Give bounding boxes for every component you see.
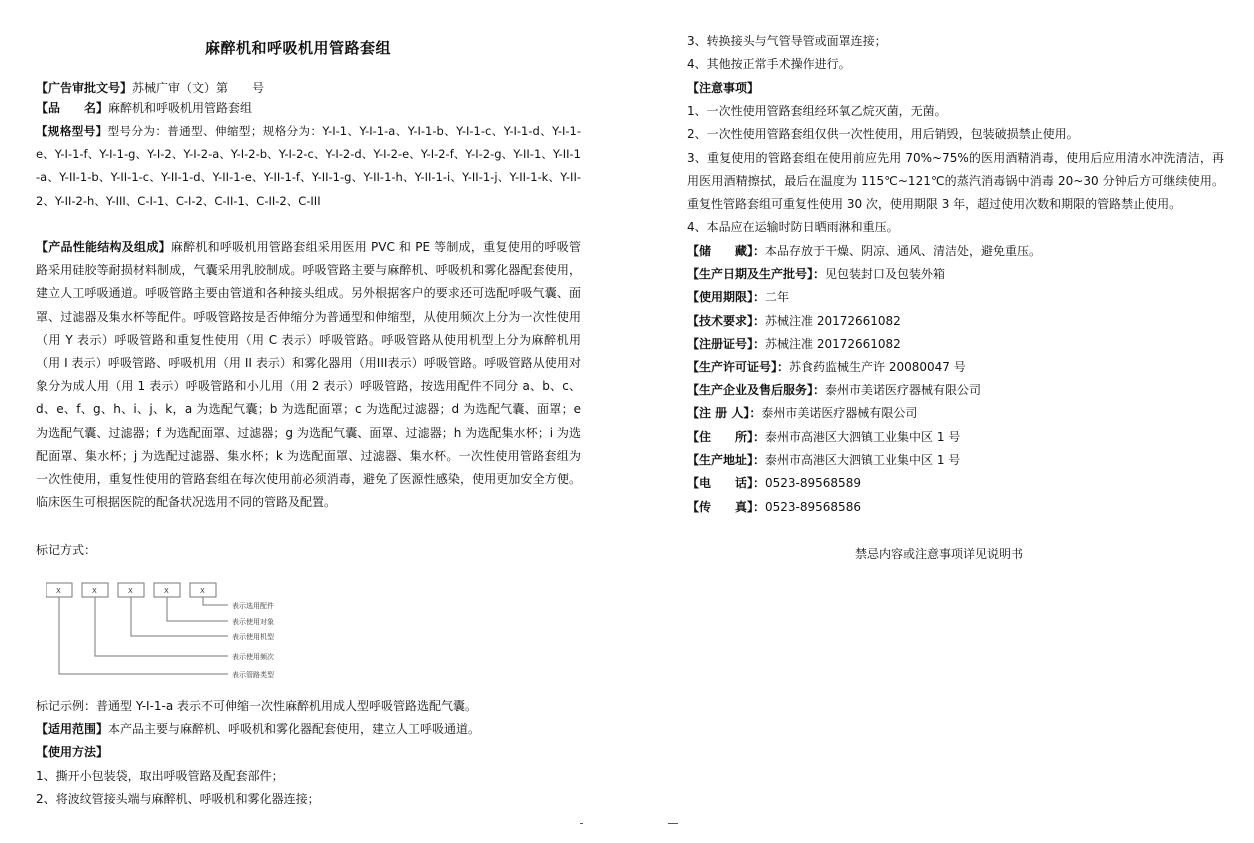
field-value: 见包装封口及包装外箱 (825, 267, 946, 281)
manufacturer-line (687, 379, 981, 402)
usage-step-4: 4、其他按正常手术操作进行。 (687, 57, 851, 71)
field-value: 本品存放于干燥、阴凉、通风、清洁处，避免重压。 (765, 244, 1042, 258)
spec-paragraph (36, 120, 581, 213)
diagram-leader-2 (167, 597, 228, 621)
note-3: 3、重复使用的管路套组在使用前应先用 70%~75%的医用酒精消毒，使用后应用清水冲洗清洁，再用医用酒精擦拭，最后在温度为 115℃~121℃的蒸汽消毒锅中消毒 20~30 分钟后方可继续使用。重复性管路套组可重复性使用 30 次，使用期限 3 年，超过使用次数和期限的管路禁止使用。 (687, 151, 1224, 212)
performance-paragraph (36, 236, 581, 514)
usage-step-1: 1、撕开小包装袋，取出呼吸管路及配套部件； (36, 769, 284, 783)
note-4: 4、本品应在运输时防日晒雨淋和重压。 (687, 220, 899, 234)
storage-line (687, 240, 1041, 263)
registration-line (687, 333, 901, 356)
diagram-box-label-2: X (92, 587, 97, 595)
field-value: 苏械注准 20172661082 (765, 314, 901, 328)
spec-text: 型号分为：普通型、伸缩型；规格分为：Y-I-1、Y-I-1-a、Y-I-1-b、Y-I-1-c、Y-I-1-d、Y-I-1-e、Y-I-1-f、Y-I-1-g、Y-I-2、Y-I-2-a、Y-I-2-b、Y-I-2-c、Y-I-2-d、Y-I-2-e、Y-I-2-f、Y-I-2-g、Y-II-1、Y-II-1-a、Y-II-1-b、Y-II-1-c、Y-II-1-d、Y-II-1-e、Y-II-1-f、Y-II-1-g、Y-II-1-h、Y-II-1-i、Y-II-1-j、Y-II-1-k、Y-II-2、Y-II-2-h、Y-III、C-I-1、C-I-2、C-II-1、C-II-2、C-III (36, 124, 581, 208)
field-value: 泰州市美诺医疗器械有限公司 (825, 383, 982, 397)
field-label: 【传 真】： (687, 500, 766, 514)
diagram-label-machine: 表示使用机型 (232, 633, 274, 641)
field-label: 【住 所】： (687, 430, 766, 444)
registrant-line (687, 402, 917, 425)
field-value: 泰州市高港区大泗镇工业集中区 1 号 (765, 453, 961, 467)
product-name-label: 【品 名】 (36, 101, 109, 115)
diagram-box-label-5: X (200, 587, 205, 595)
field-value: 二年 (765, 290, 790, 304)
field-value: 苏械注准 20172661082 (765, 337, 901, 351)
residence-line (687, 426, 960, 449)
diagram-box-label-1: X (56, 587, 61, 595)
validity-line (687, 286, 789, 309)
tech-requirement-line (687, 310, 901, 333)
field-value: 泰州市高港区大泗镇工业集中区 1 号 (765, 430, 961, 444)
diagram-label-type: 表示管路类型 (232, 671, 274, 679)
scope-value: 本产品主要与麻醉机、呼吸机和雾化器配套使用，建立人工呼吸通道。 (108, 722, 481, 736)
diagram-label-frequency: 表示使用频次 (232, 653, 274, 661)
product-name-line (36, 97, 252, 120)
approval-label: 【广告审批文号】 (36, 81, 133, 95)
field-label: 【生产许可证号】： (687, 360, 790, 374)
notes-label: 【注意事项】 (687, 81, 760, 95)
phone-line (687, 472, 861, 495)
production-address-line (687, 449, 960, 472)
diagram-leader-4 (95, 597, 228, 656)
diagram-label-user: 表示使用对象 (232, 618, 274, 626)
field-label: 【电 话】： (687, 476, 766, 490)
contraindication-note: 禁忌内容或注意事项详见说明书 (855, 547, 1024, 561)
marking-diagram (46, 580, 306, 680)
field-label: 【注册证号】： (687, 337, 766, 351)
field-value: 0523-89568589 (765, 476, 861, 490)
fax-line (687, 496, 861, 519)
performance-label: 【产品性能结构及组成】 (36, 240, 171, 254)
diagram-box-label-4: X (164, 587, 169, 595)
marking-method: 标记方式： (36, 543, 97, 557)
note-1: 1、一次性使用管路套组经环氧乙烷灭菌，无菌。 (687, 104, 947, 118)
approval-value: 苏械广审（文）第 号 (132, 81, 265, 95)
field-label: 【生产日期及生产批号】： (687, 267, 826, 281)
usage-step-2: 2、将波纹管接头端与麻醉机、呼吸机和雾化器连接； (36, 792, 320, 806)
scan-mark (668, 823, 678, 824)
spec-label: 【规格型号】 (36, 124, 108, 138)
diagram-label-accessory: 表示选用配件 (232, 602, 274, 610)
usage-step-3: 3、转换接头与气管导管或面罩连接； (687, 34, 887, 48)
field-label: 【注 册 人】： (687, 406, 762, 420)
diagram-leader-3 (131, 597, 228, 636)
document-title: 麻醉机和呼吸机用管路套组 (205, 39, 392, 57)
diagram-leader-1 (203, 597, 228, 605)
field-label: 【技术要求】： (687, 314, 766, 328)
diagram-box-label-3: X (128, 587, 133, 595)
usage-label: 【使用方法】 (36, 745, 109, 759)
field-label: 【生产企业及售后服务】： (687, 383, 826, 397)
field-label: 【储 藏】： (687, 244, 766, 258)
field-value: 泰州市美诺医疗器械有限公司 (761, 406, 918, 420)
field-value: 苏食药监械生产许 20080047 号 (789, 360, 966, 374)
scan-mark (580, 823, 583, 824)
performance-text: 麻醉机和呼吸机用管路套组采用医用 PVC 和 PE 等制成，重复使用的呼吸管路采用硅胶等耐损材料制成，气囊采用乳胶制成。呼吸管路主要与麻醉机、呼吸机和雾化器配套使用，建立人工呼吸通道。呼吸管路主要由管道和各种接头组成。另外根据客户的要求还可选配呼吸气囊、面罩、过滤器及集水杯等配件。呼吸管路按是否伸缩分为普通型和伸缩型，从使用频次上分为一次性使用（用 Y 表示）呼吸管路和重复性使用（用 C 表示）呼吸管路。呼吸管路从使用机型上分为麻醉机用（用 I 表示）呼吸管路、呼吸机用（用 II 表示）和雾化器用（用III表示）呼吸管路。呼吸管路从使用对象分为成人用（用 1 表示）呼吸管路和小儿用（用 2 表示）呼吸管路，按选用配件不同分 a、b、c、d、e、f、g、h、i、j、k，a 为选配气囊；b 为选配面罩；c 为选配过滤器；d 为选配气囊、面罩；e 为选配气囊、过滤器；f 为选配面罩、过滤器；g 为选配气囊、面罩、过滤器；h 为选配集水杯；i 为选配面罩、集水杯；j 为选配过滤器、集水杯；k 为选配面罩、过滤器、集水杯。一次性使用管路套组为一次性使用，重复性使用的管路套组在每次使用前必须消毒，避免了医源性感染，使用更加安全方便。临床医生可根据医院的配备状况选用不同的管路及配置。 (36, 240, 581, 510)
marking-example: 标记示例：普通型 Y-I-1-a 表示不可伸缩一次性麻醉机用成人型呼吸管路选配气囊。 (36, 699, 478, 713)
note-2: 2、一次性使用管路套组仅供一次性使用，用后销毁，包装破损禁止使用。 (687, 127, 1079, 141)
scope-label: 【适用范围】 (36, 722, 109, 736)
field-label: 【生产地址】： (687, 453, 766, 467)
field-label: 【使用期限】： (687, 290, 766, 304)
product-name-value: 麻醉机和呼吸机用管路套组 (108, 101, 253, 115)
production-date-line (687, 263, 945, 286)
scope-line (36, 718, 480, 741)
license-line (687, 356, 966, 379)
field-value: 0523-89568586 (765, 500, 861, 514)
